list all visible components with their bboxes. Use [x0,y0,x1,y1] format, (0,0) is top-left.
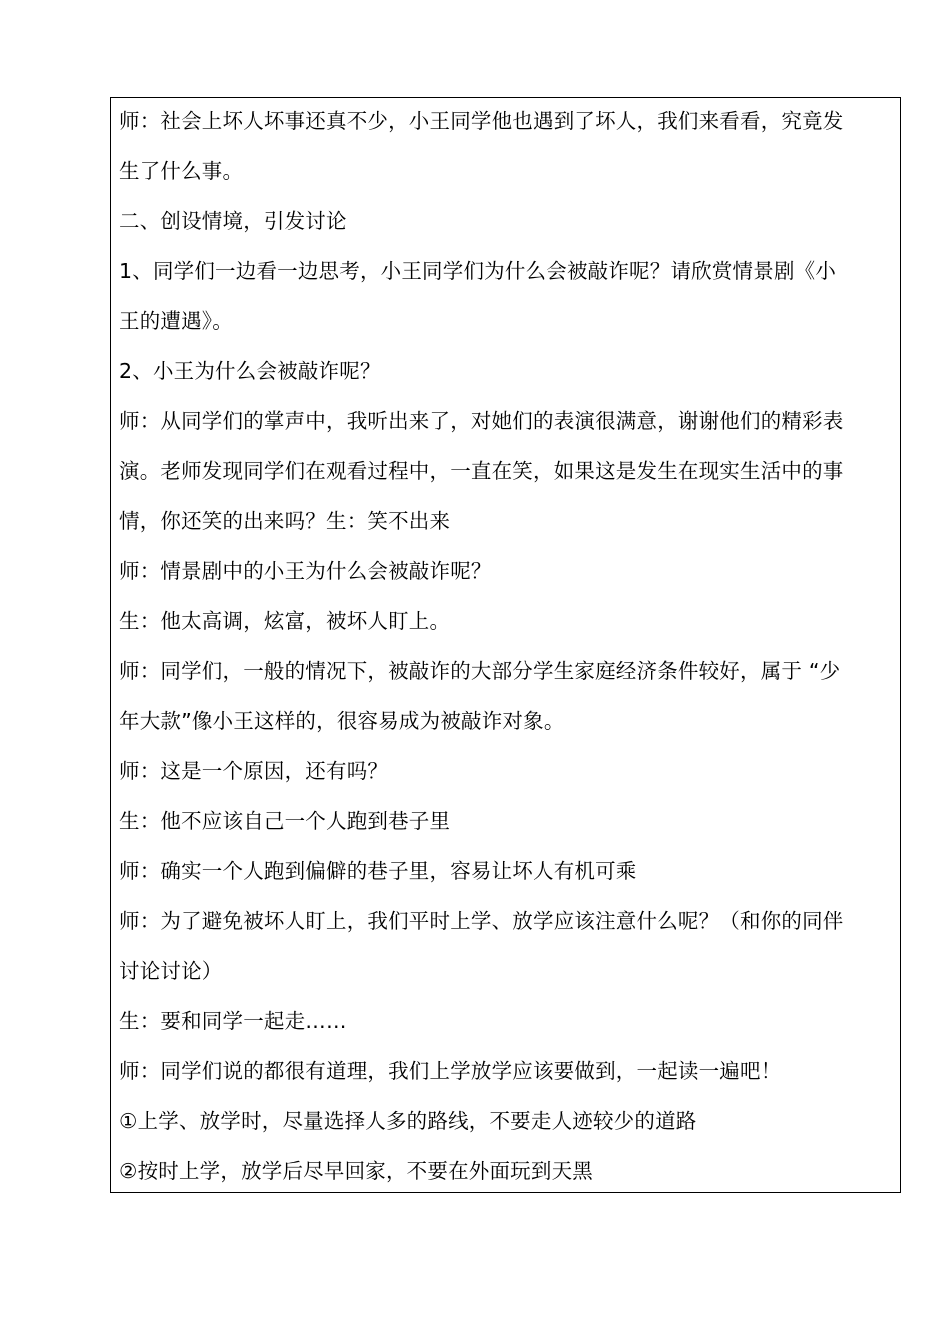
text-line: 师：从同学们的掌声中，我听出来了，对她们的表演很满意，谢谢他们的精彩表 [119,409,844,433]
text-line: 演。老师发现同学们在观看过程中，一直在笑，如果这是发生在现实生活中的事 [119,459,844,483]
text-line: 讨论讨论） [119,959,223,983]
text-line: 师：情景剧中的小王为什么会被敲诈呢？ [119,559,492,583]
text-line: 生：他太高调，炫富，被坏人盯上。 [119,609,451,633]
text-line: 2、小王为什么会被敲诈呢？ [119,359,381,383]
lesson-content-table-cell [110,97,901,1193]
text-line: 王的遭遇》。 [119,309,233,333]
list-item: ①上学、放学时，尽量选择人多的路线，不要走人迹较少的道路 [119,1109,697,1133]
text-line: 情，你还笑的出来吗？生：笑不出来 [119,509,451,533]
text-line: 师：社会上坏人坏事还真不少，小王同学他也遇到了坏人，我们来看看，究竟发 [119,109,844,133]
section-heading: 二、创设情境，引发讨论 [119,209,347,233]
text-line: 师：确实一个人跑到偏僻的巷子里，容易让坏人有机可乘 [119,859,637,883]
text-line: 生了什么事。 [119,159,244,183]
text-line: 师：这是一个原因，还有吗？ [119,759,389,783]
text-line: 师：同学们，一般的情况下，被敲诈的大部分学生家庭经济条件较好，属于 “少 [119,659,841,683]
text-line: 生：要和同学一起走…… [119,1009,347,1033]
text-line: 1、同学们一边看一边思考，小王同学们为什么会被敲诈呢？请欣赏情景剧《小 [119,259,837,283]
text-line: 生：他不应该自己一个人跑到巷子里 [119,809,451,833]
text-line: 师：为了避免被坏人盯上，我们平时上学、放学应该注意什么呢？（和你的同伴 [119,909,844,933]
text-line: 师：同学们说的都很有道理，我们上学放学应该要做到，一起读一遍吧！ [119,1059,782,1083]
list-item: ②按时上学，放学后尽早回家，不要在外面玩到天黑 [119,1159,593,1183]
text-line: 年大款”像小王这样的，很容易成为被敲诈对象。 [119,709,565,733]
